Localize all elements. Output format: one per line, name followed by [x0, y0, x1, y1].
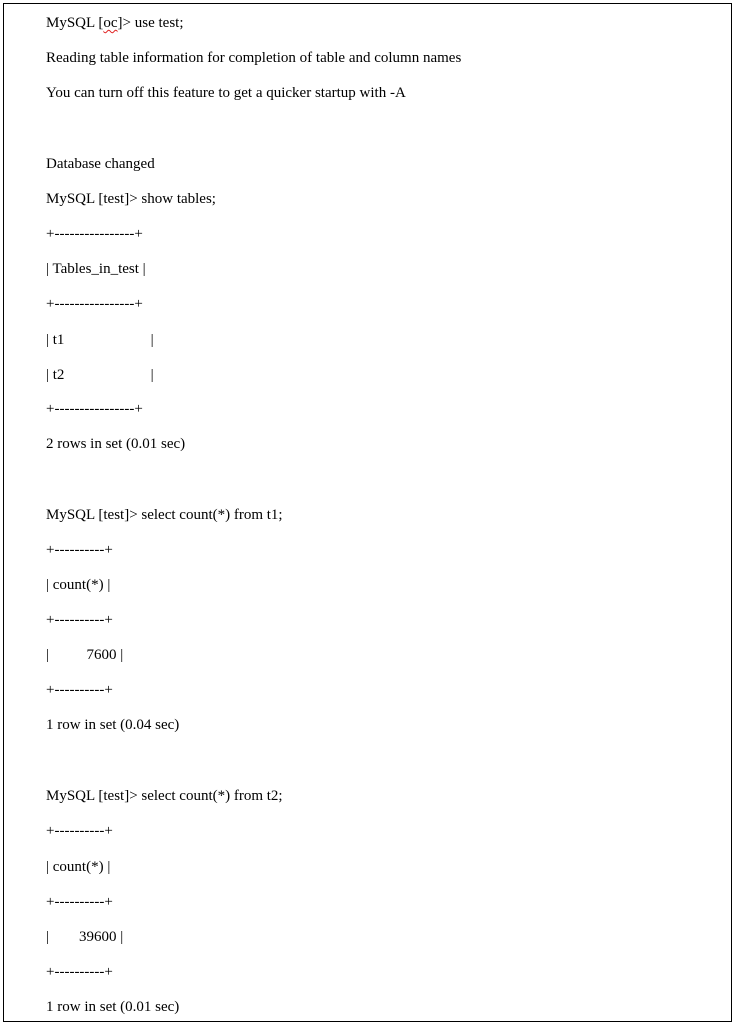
- prompt-count-t2: MySQL [test]> select count(*) from t2;: [46, 788, 283, 804]
- table-border: +----------------+: [46, 226, 143, 242]
- prompt-suffix: ]> use test;: [117, 15, 184, 31]
- table-row: | 39600 |: [46, 929, 124, 945]
- table-row: | t1 |: [46, 332, 154, 348]
- table-header: | count(*) |: [46, 859, 111, 875]
- table-row: | 7600 |: [46, 647, 124, 663]
- document-page: [3, 3, 732, 1022]
- table-border: +----------------+: [46, 401, 143, 417]
- prompt-prefix: MySQL [: [46, 15, 104, 31]
- table-border: +----------+: [46, 682, 113, 698]
- table-border: +----------------+: [46, 296, 143, 312]
- status-line: Database changed: [46, 156, 155, 172]
- table-border: +----------+: [46, 612, 113, 628]
- table-header: | count(*) |: [46, 577, 111, 593]
- result-summary: 2 rows in set (0.01 sec): [46, 436, 186, 452]
- table-row: | t2 |: [46, 367, 154, 383]
- prompt-use-test: [46, 14, 184, 32]
- info-line: You can turn off this feature to get a quicker startup with -A: [46, 85, 406, 101]
- table-border: +----------+: [46, 894, 113, 910]
- table-header: | Tables_in_test |: [46, 261, 146, 277]
- prompt-count-t1: MySQL [test]> select count(*) from t1;: [46, 507, 283, 523]
- spellcheck-flagged-word: oc: [103, 15, 118, 31]
- prompt-show-tables: MySQL [test]> show tables;: [46, 191, 216, 207]
- info-line: Reading table information for completion of table and column names: [46, 50, 462, 66]
- table-border: +----------+: [46, 823, 113, 839]
- table-border: +----------+: [46, 542, 113, 558]
- result-summary: 1 row in set (0.01 sec): [46, 999, 180, 1015]
- table-border: +----------+: [46, 964, 113, 980]
- result-summary: 1 row in set (0.04 sec): [46, 717, 180, 733]
